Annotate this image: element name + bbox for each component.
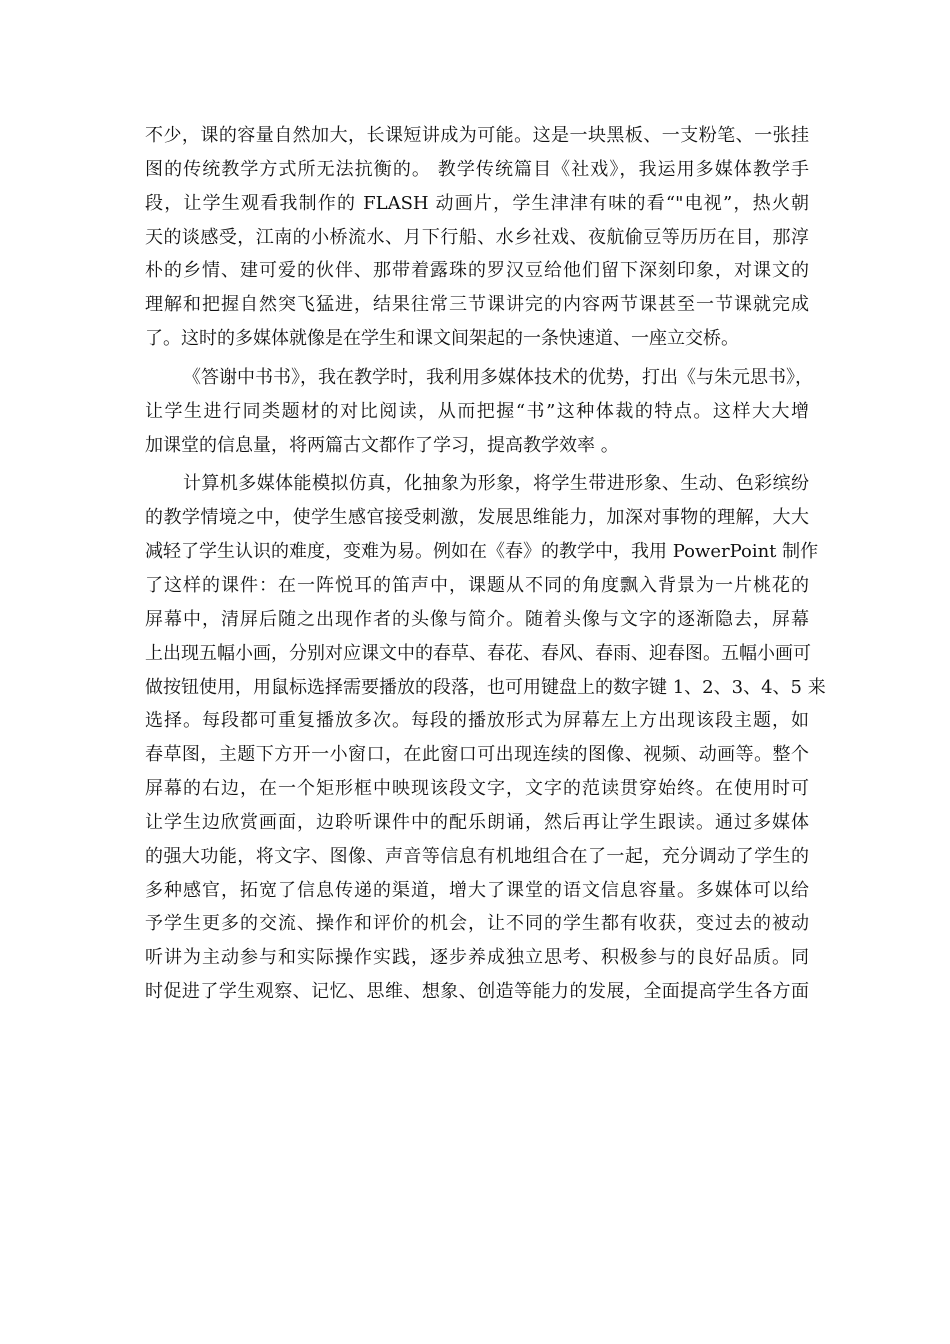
text-line: 屏幕的右边，在一个矩形框中映现该段文字，文字的范读贯穿始终。在使用时可 [145,778,809,800]
text-line: 了这样的课件：在一阵悦耳的笛声中，课题从不同的角度飘入背景为一片桃花的 [145,574,809,596]
text-line: 的强大功能，将文字、图像、声音等信息有机地组合在了一起，充分调动了学生的 [145,845,809,867]
text-line: 多种感官，拓宽了信息传递的渠道，增大了课堂的语文信息容量。多媒体可以给 [145,879,809,901]
text-line: 了。这时的多媒体就像是在学生和课文间架起的一条快速道、一座立交桥。 [145,328,739,350]
text-line: 段，让学生观看我制作的 FLASH 动画片，学生津津有味的看“"电视”，热火朝 [145,192,809,214]
text-line: 上出现五幅小画，分别对应课文中的春草、春花、春风、春雨、迎春图。五幅小画可 [145,642,811,664]
text-line: 不少，课的容量自然加大，长课短讲成为可能。这是一块黑板、一支粉笔、一张挂 [145,125,809,146]
text-line: 让学生进行同类题材的对比阅读，从而把握“书”这种体裁的特点。这样大大增 [145,400,809,422]
text-line: 让学生边欣赏画面，边聆听课件中的配乐朗诵，然后再让学生跟读。通过多媒体 [145,811,809,833]
text-line: 的教学情境之中，使学生感官接受刺激，发展思维能力，加深对事物的理解，大大 [145,507,809,529]
text-line: 《答谢中书书》，我在教学时，我利用多媒体技术的优势，打出《与朱元思书》， [183,366,813,388]
text-line: 选择。每段都可重复播放多次。每段的播放形式为屏幕左上方出现该段主题，如 [145,710,809,732]
text-line: 计算机多媒体能模拟仿真，化抽象为形象，将学生带进形象、生动、色彩缤纷 [183,473,809,495]
text-line: 天的谈感受，江南的小桥流水、月下行船、水乡社戏、夜航偷豆等历历在目，那淳 [145,226,809,248]
text-line: 做按钮使用，用鼠标选择需要播放的段落，也可用键盘上的数字键 1、2、3、4、5 来 [145,676,826,698]
text-line: 屏幕中，清屏后随之出现作者的头像与简介。随着头像与文字的逐渐隐去，屏幕 [145,608,809,630]
document-page [145,119,826,1009]
text-line: 理解和把握自然突飞猛进，结果往常三节课讲完的内容两节课甚至一节课就完成 [145,294,809,316]
text-line: 朴的乡情、建可爱的伙伴、那带着露珠的罗汉豆给他们留下深刻印象，对课文的 [145,260,809,282]
paragraph-3 [145,467,826,1009]
text-line: 图的传统教学方式所无法抗衡的。 教学传统篇目《社戏》，我运用多媒体教学手 [145,158,809,180]
paragraph-1 [145,119,809,356]
text-line: 春草图，主题下方开一小窗口，在此窗口可出现连续的图像、视频、动画等。整个 [145,744,809,766]
text-line: 减轻了学生认识的难度，变难为易。例如在《春》的教学中，我用 PowerPoint 制作 [145,541,819,563]
text-line: 听讲为主动参与和实际操作实践，逐步养成独立思考、积极参与的良好品质。同 [145,947,809,969]
paragraph-2 [145,361,813,463]
text-line: 加课堂的信息量，将两篇古文都作了学习，提高教学效率 。 [145,434,619,456]
text-line: 予学生更多的交流、操作和评价的机会，让不同的学生都有收获，变过去的被动 [145,913,809,935]
text-line: 时促进了学生观察、记忆、思维、想象、创造等能力的发展，全面提高学生各方面 [145,981,809,1003]
